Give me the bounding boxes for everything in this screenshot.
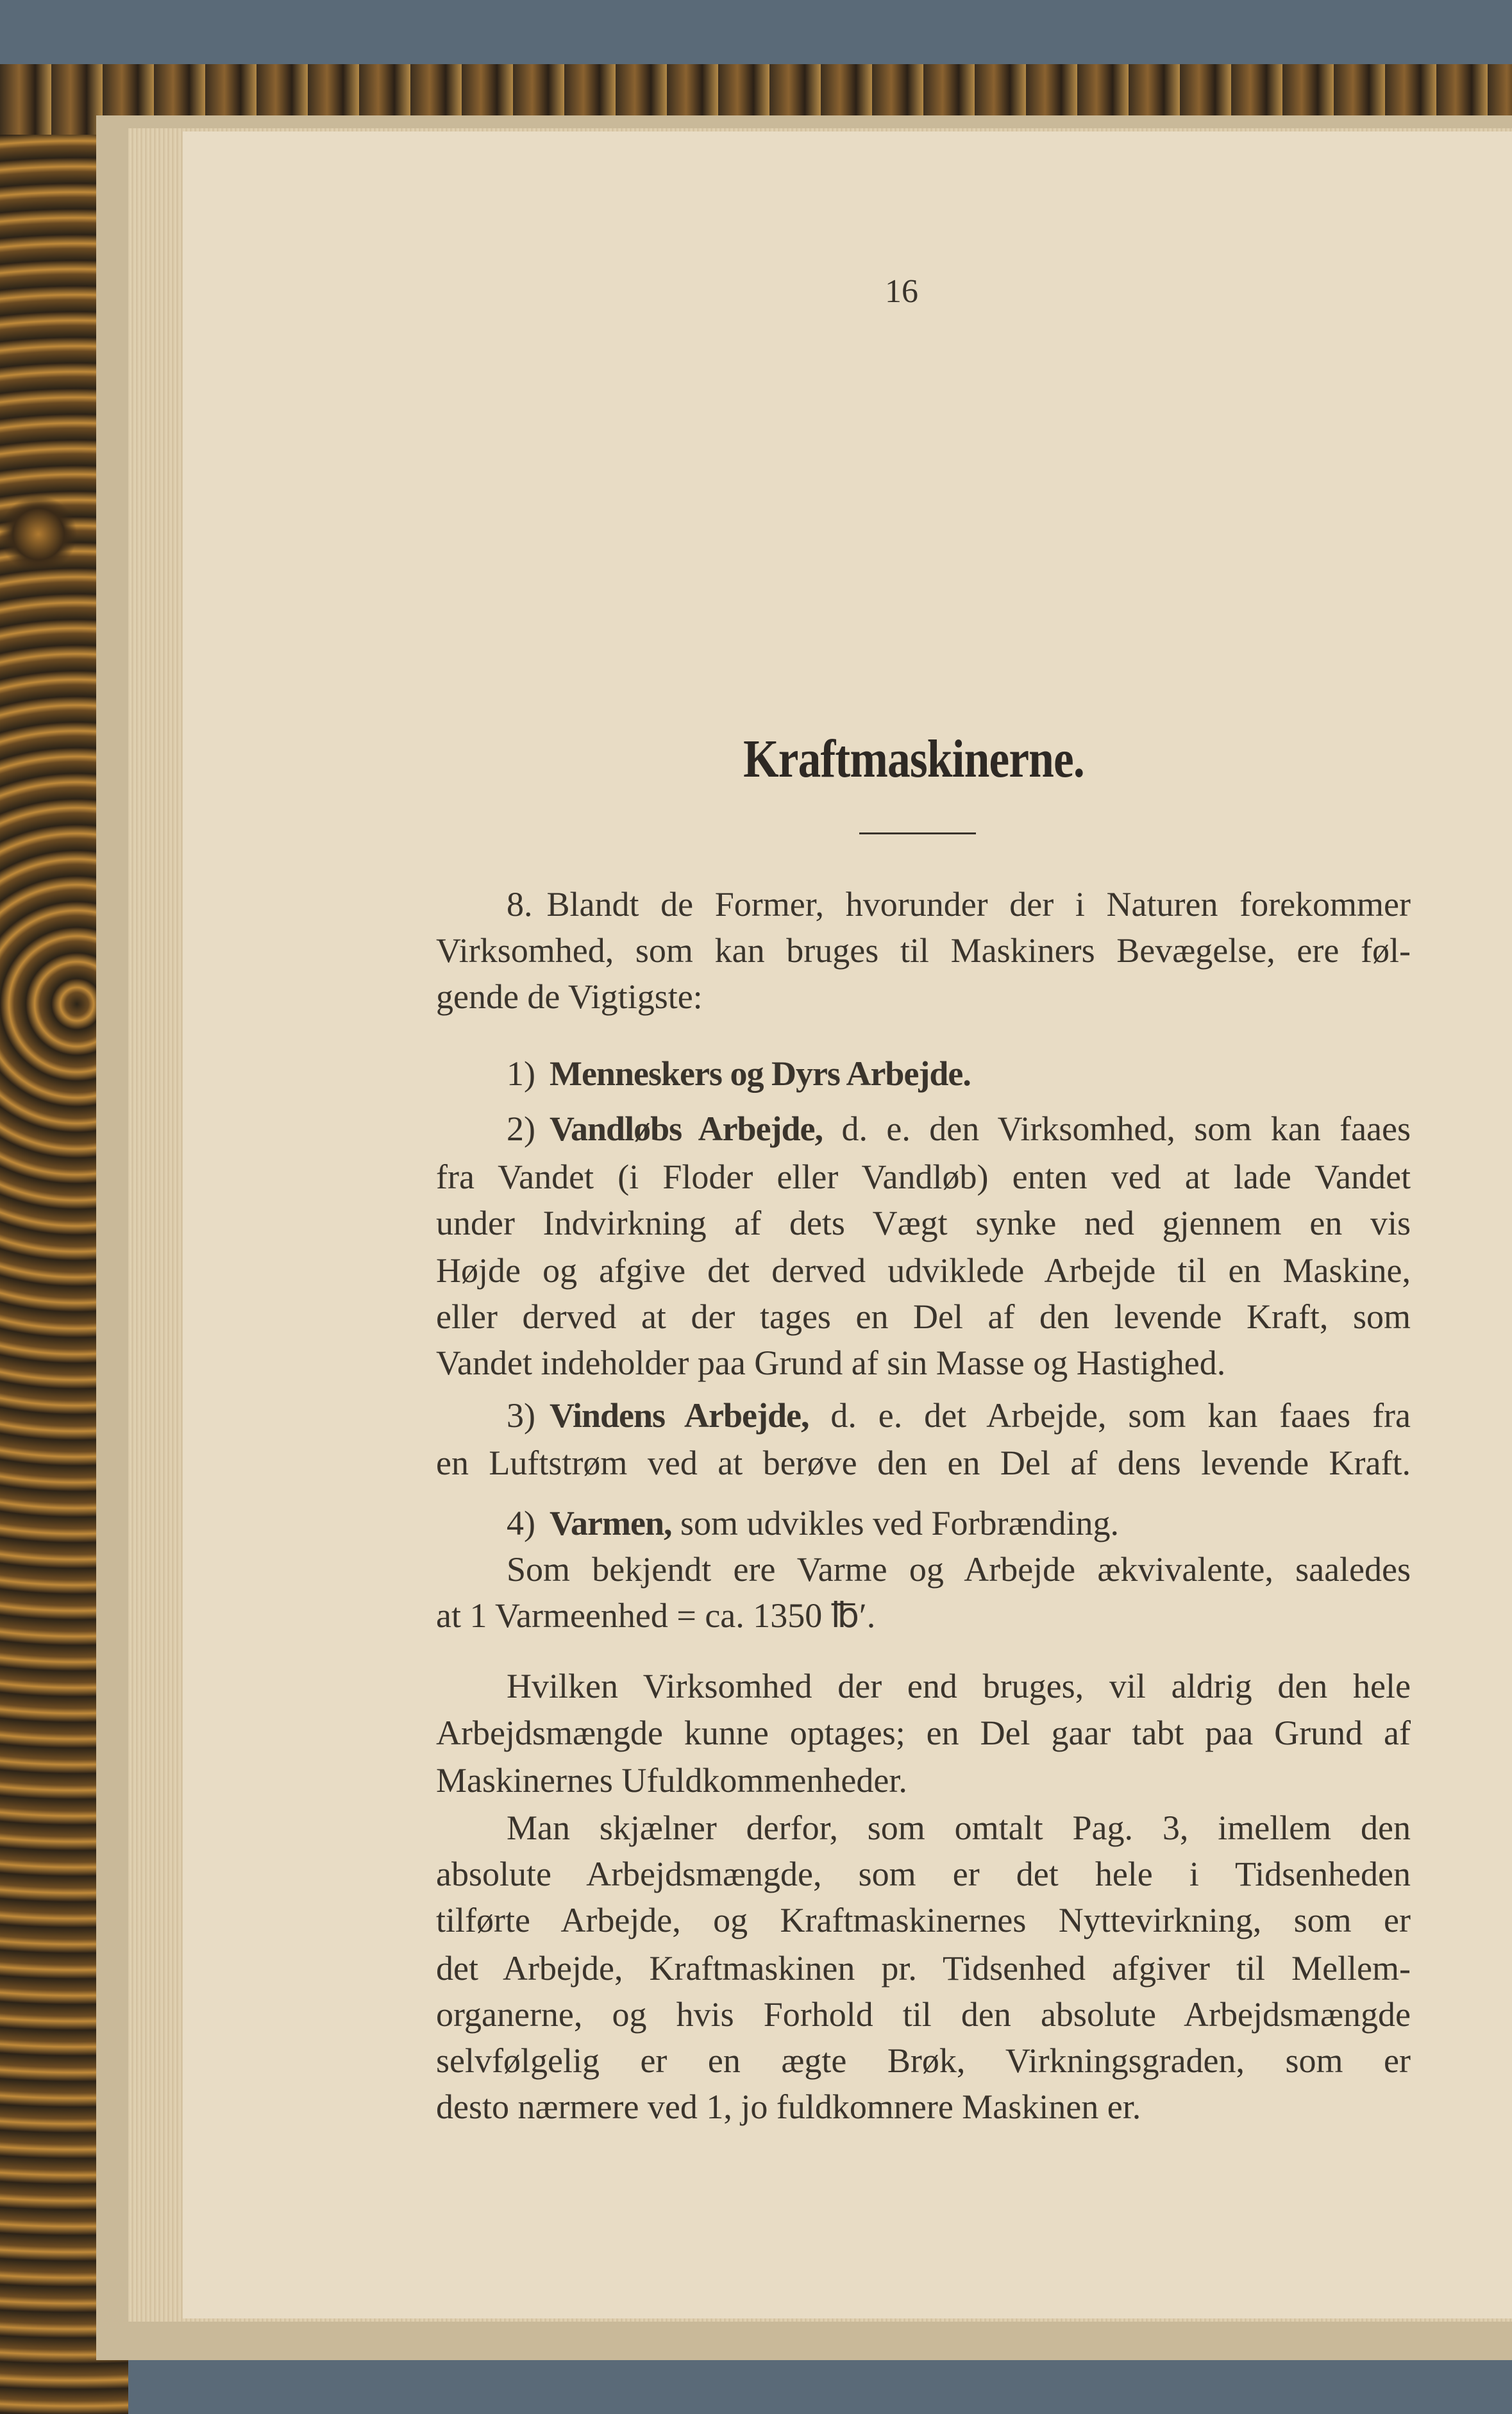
text-line (436, 927, 1411, 974)
line-text: Maskinernes Ufuldkommenheder. (436, 1760, 907, 1800)
text-line (507, 1051, 1411, 1097)
text-line (507, 1500, 1411, 1546)
text-line (436, 1592, 1411, 1639)
line-text: gende de Vigtigste: (436, 977, 703, 1016)
text-line (507, 881, 1411, 927)
line-text: Blandt de Former, hvorunder der i Naturen forekommer (546, 884, 1411, 924)
item-heading: Vandløbs Arbejde, (549, 1110, 823, 1149)
chapter-title: Kraftmaskinerne. (743, 729, 1084, 789)
text-line (507, 1546, 1411, 1592)
line-text: Højde og afgive det derved udviklede Arbejde til en Maskine, (436, 1251, 1411, 1290)
line-text: en Luftstrøm ved at berøve den en Del af dens levende Kraft. (436, 1444, 1411, 1483)
line-text: som udvikles ved Forbrænding. (680, 1503, 1119, 1542)
line-text: selvfølgelig er en ægte Brøk, Virkningsgraden, som er (436, 2041, 1411, 2080)
item-number: 3) (507, 1396, 535, 1435)
page-number: 16 (885, 273, 918, 310)
text-line (436, 1897, 1411, 1943)
item-heading: Varmen, (549, 1503, 672, 1542)
text-line (436, 1440, 1411, 1486)
line-text: Som bekjendt ere Varme og Arbejde ækvivalente, saaledes (507, 1550, 1411, 1589)
text-line (436, 1340, 1411, 1386)
line-text: Vandet indeholder paa Grund af sin Masse og Hastighed. (436, 1344, 1226, 1383)
line-text: desto nærmere ved 1, jo fuldkomnere Maskinen er. (436, 2087, 1141, 2126)
line-text: fra Vandet (i Floder eller Vandløb) enten ved at lade Vandet (436, 1157, 1411, 1196)
line-text: under Indvirkning af dets Vægt synke ned gjennem en vis (436, 1203, 1411, 1242)
item-number: 2) (507, 1110, 535, 1149)
line-text: at 1 Varmeenhed = ca. 1350 ℔′. (436, 1596, 876, 1635)
text-line (507, 1663, 1411, 1709)
text-line (507, 1106, 1411, 1152)
title-divider (859, 832, 976, 834)
item-number: 8. (507, 884, 533, 924)
text-line (436, 1294, 1411, 1340)
line-text: Virksomhed, som kan bruges til Maskiners Bevægelse, ere føl- (436, 931, 1411, 970)
line-text: absolute Arbejdsmængde, som er det hele i Tidsenheden (436, 1855, 1411, 1894)
text-line (436, 1945, 1411, 1991)
text-line (436, 974, 1411, 1020)
line-text: eller derved at der tages en Del af den levende Kraft, som (436, 1297, 1411, 1337)
line-text: d. e. den Virksomhed, som kan faaes (841, 1110, 1411, 1149)
text-line (507, 1392, 1411, 1439)
text-line (436, 1154, 1411, 1200)
item-number: 4) (507, 1503, 535, 1542)
line-text: d. e. det Arbejde, som kan faaes fra (830, 1396, 1411, 1435)
line-text: organerne, og hvis Forhold til den absolute Arbejdsmængde (436, 1995, 1411, 2034)
text-line (436, 2038, 1411, 2084)
text-line (436, 1757, 1411, 1803)
item-number: 1) (507, 1054, 535, 1093)
text-line (436, 1710, 1411, 1756)
line-text: Hvilken Virksomhed der end bruges, vil aldrig den hele (507, 1667, 1411, 1706)
text-line (507, 1805, 1411, 1851)
text-line (436, 1851, 1411, 1897)
line-text: Man skjælner derfor, som omtalt Pag. 3, imellem den (507, 1809, 1411, 1848)
line-text: Arbejdsmængde kunne optages; en Del gaar tabt paa Grund af (436, 1713, 1411, 1752)
text-line (436, 1200, 1411, 1246)
item-heading: Vindens Arbejde, (549, 1396, 809, 1435)
line-text: tilførte Arbejde, og Kraftmaskinernes Nyttevirkning, som er (436, 1901, 1411, 1940)
text-line (436, 2084, 1411, 2130)
item-heading: Menneskers og Dyrs Arbejde. (549, 1054, 971, 1093)
text-line (436, 1247, 1411, 1294)
text-line (436, 1991, 1411, 2038)
line-text: det Arbejde, Kraftmaskinen pr. Tidsenhed afgiver til Mellem- (436, 1948, 1411, 1988)
